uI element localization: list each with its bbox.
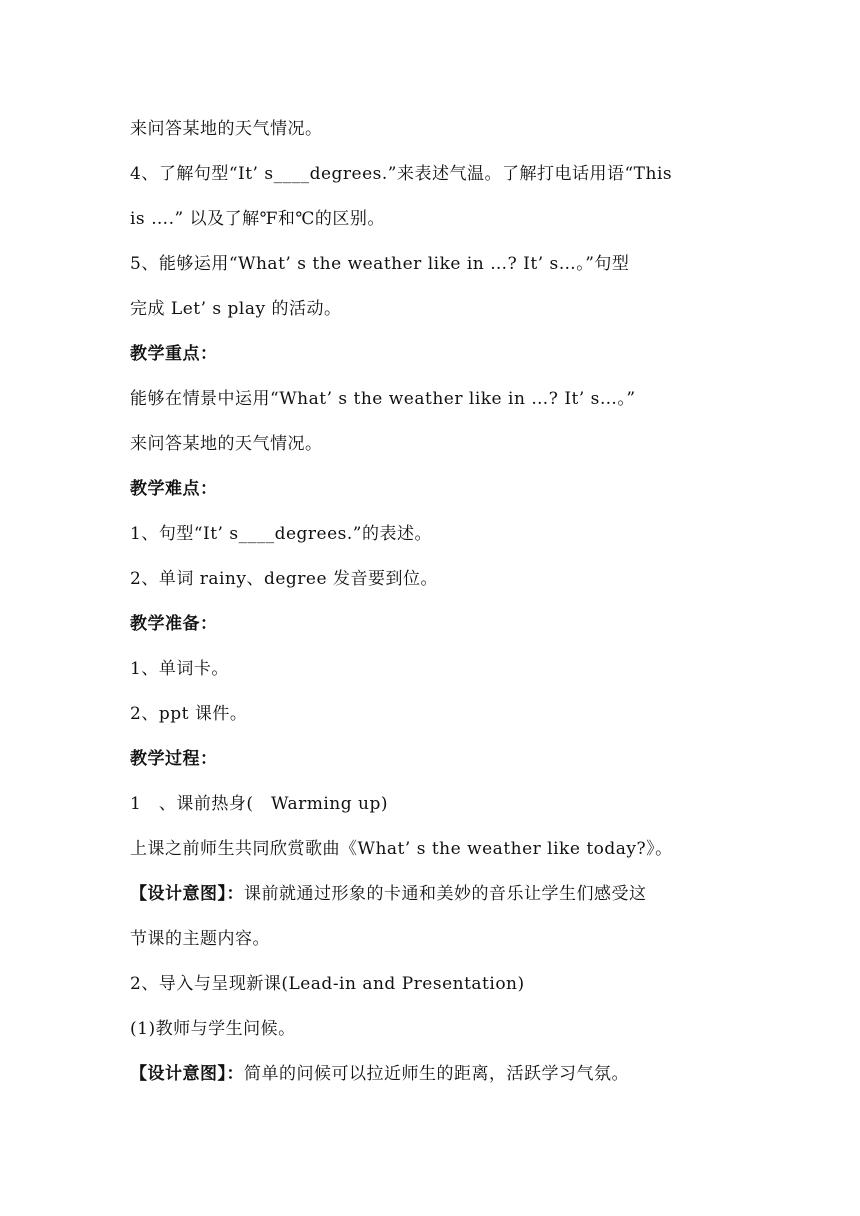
text-line: (1)教师与学生问候。 bbox=[130, 1019, 296, 1039]
section-heading-preparation: 教学准备： bbox=[130, 614, 218, 634]
text-line: 来问答某地的天气情况。 bbox=[130, 434, 323, 454]
text-line: 上课之前师生共同欣赏歌曲《What’ s the weather like today?》。 bbox=[130, 839, 673, 859]
text-line: is ….” 以及了解℉和℃的区别。 bbox=[130, 209, 385, 229]
text-line: 完成 Let’ s play 的活动。 bbox=[130, 299, 342, 319]
section-heading-process: 教学过程： bbox=[130, 749, 218, 769]
design-intent-label: 【设计意图】： bbox=[130, 884, 244, 904]
section-heading-difficulties: 教学难点： bbox=[130, 479, 218, 499]
text-line: 1、句型“It’ s____degrees.”的表述。 bbox=[130, 524, 432, 544]
text-line: 1、单词卡。 bbox=[130, 659, 229, 679]
text-line: 来问答某地的天气情况。 bbox=[130, 119, 323, 139]
text-line: 节课的主题内容。 bbox=[130, 929, 270, 949]
design-intent-line bbox=[130, 1063, 740, 1085]
text-line: 2、ppt 课件。 bbox=[130, 704, 248, 724]
text-line: 4、了解句型“It’ s____degrees.”来表述气温。了解打电话用语“This bbox=[130, 164, 673, 184]
section-heading-key-points: 教学重点： bbox=[130, 344, 218, 364]
text-span: 简单的问候可以拉近师生的距离，活跃学习气氛。 bbox=[244, 1064, 629, 1084]
text-span: 课前就通过形象的卡通和美妙的音乐让学生们感受这 bbox=[244, 884, 647, 904]
text-line: 5、能够运用“What’ s the weather like in …? It’ s…。”句型 bbox=[130, 254, 630, 274]
design-intent-line bbox=[130, 883, 740, 905]
text-line: 2、导入与呈现新课(Lead-in and Presentation) bbox=[130, 974, 525, 994]
text-line: 1 、课前热身( Warming up) bbox=[130, 794, 388, 814]
text-line: 2、单词 rainy、degree 发音要到位。 bbox=[130, 569, 438, 589]
design-intent-label: 【设计意图】： bbox=[130, 1064, 244, 1084]
text-line: 能够在情景中运用“What’ s the weather like in …? It’ s…。” bbox=[130, 389, 636, 409]
